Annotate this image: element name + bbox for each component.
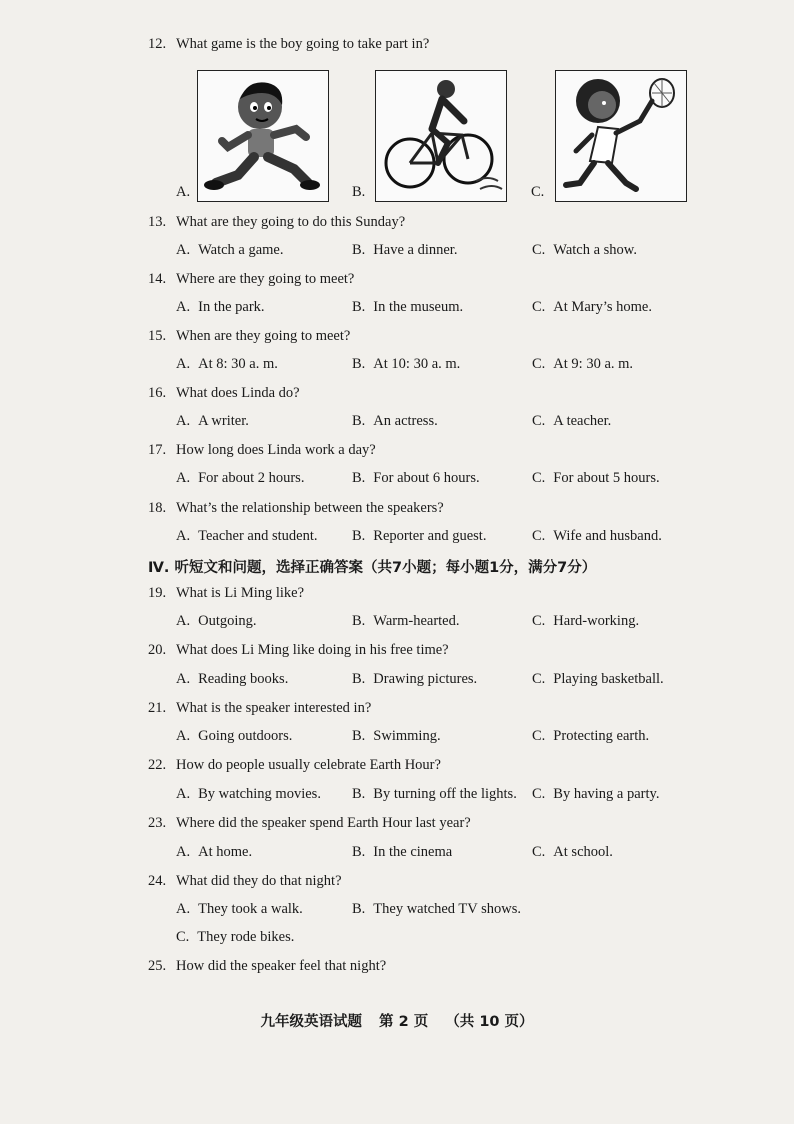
question-20-option-c[interactable]: C. Playing basketball.: [532, 671, 664, 687]
question-16-option-c[interactable]: C. A teacher.: [532, 413, 612, 429]
question-19-option-c[interactable]: C. Hard-working.: [532, 613, 640, 629]
option-label-a: A.: [176, 184, 191, 200]
question-12: [148, 36, 429, 53]
badminton-player-icon: [556, 71, 686, 201]
question-21-option-b[interactable]: B. Swimming.: [352, 728, 441, 744]
question-13: 13. What are they going to do this Sunday?: [148, 214, 406, 230]
question-number: 12.: [148, 36, 167, 52]
question-13-option-a[interactable]: A. Watch a game.: [176, 242, 284, 258]
question-14: 14. Where are they going to meet?: [148, 271, 355, 287]
question-20: 20. What does Li Ming like doing in his free time?: [148, 642, 449, 658]
question-17-option-b[interactable]: B. For about 6 hours.: [352, 470, 480, 486]
question-16-option-a[interactable]: A. A writer.: [176, 413, 249, 429]
question-22-option-c[interactable]: C. By having a party.: [532, 786, 660, 802]
question-23-option-b[interactable]: B. In the cinema: [352, 844, 453, 860]
question-22-option-a[interactable]: A. By watching movies.: [176, 786, 321, 802]
question-24-option-a[interactable]: A. They took a walk.: [176, 901, 303, 917]
question-20-option-a[interactable]: A. Reading books.: [176, 671, 289, 687]
footer-page-number: 第 2 页: [379, 1014, 429, 1030]
question-22: 22. How do people usually celebrate Earth Hour?: [148, 757, 441, 773]
question-14-option-b[interactable]: B. In the museum.: [352, 299, 464, 315]
question-15: 15. When are they going to meet?: [148, 328, 351, 344]
question-15-option-b[interactable]: B. At 10: 30 a. m.: [352, 356, 461, 372]
question-18-option-c[interactable]: C. Wife and husband.: [532, 528, 662, 544]
question-17-option-c[interactable]: C. For about 5 hours.: [532, 470, 660, 486]
cyclist-icon: [376, 71, 506, 201]
option-b-picture: [375, 70, 507, 202]
question-21-option-a[interactable]: A. Going outdoors.: [176, 728, 293, 744]
option-c-picture: [555, 70, 687, 202]
question-16: 16. What does Linda do?: [148, 385, 300, 401]
question-17-option-a[interactable]: A. For about 2 hours.: [176, 470, 305, 486]
question-13-option-c[interactable]: C. Watch a show.: [532, 242, 637, 258]
question-18-option-a[interactable]: A. Teacher and student.: [176, 528, 318, 544]
question-14-option-a[interactable]: A. In the park.: [176, 299, 265, 315]
question-19-option-a[interactable]: A. Outgoing.: [176, 613, 257, 629]
question-23: 23. Where did the speaker spend Earth Hour last year?: [148, 815, 471, 831]
question-23-option-a[interactable]: A. At home.: [176, 844, 253, 860]
question-17: 17. How long does Linda work a day?: [148, 442, 376, 458]
question-21-option-c[interactable]: C. Protecting earth.: [532, 728, 650, 744]
question-13-option-b[interactable]: B. Have a dinner.: [352, 242, 458, 258]
running-boy-icon: [198, 71, 328, 201]
question-22-option-b[interactable]: B. By turning off the lights.: [352, 786, 517, 802]
option-label-b: B.: [352, 184, 366, 200]
question-23-option-c[interactable]: C. At school.: [532, 844, 613, 860]
question-24-option-b[interactable]: B. They watched TV shows.: [352, 901, 521, 917]
question-19-option-b[interactable]: B. Warm-hearted.: [352, 613, 460, 629]
question-25: 25. How did the speaker feel that night?: [148, 958, 387, 974]
footer-title: 九年级英语试题: [260, 1014, 362, 1030]
question-24: 24. What did they do that night?: [148, 873, 342, 889]
page-footer: [0, 1010, 794, 1031]
option-label-c: C.: [531, 184, 545, 200]
section-iv-heading: Ⅳ. 听短文和问题，选择正确答案（共7小题；每小题1分，满分7分）: [148, 560, 597, 576]
option-a-picture: [197, 70, 329, 202]
question-20-option-b[interactable]: B. Drawing pictures.: [352, 671, 478, 687]
question-15-option-c[interactable]: C. At 9: 30 a. m.: [532, 356, 634, 372]
question-21: 21. What is the speaker interested in?: [148, 700, 372, 716]
question-24-option-c[interactable]: C. They rode bikes.: [176, 929, 295, 945]
footer-total-pages: （共 10 页）: [445, 1014, 534, 1030]
question-15-option-a[interactable]: A. At 8: 30 a. m.: [176, 356, 278, 372]
question-text: What game is the boy going to take part in?: [176, 36, 430, 52]
question-16-option-b[interactable]: B. An actress.: [352, 413, 438, 429]
question-18: 18. What’s the relationship between the speakers?: [148, 500, 444, 516]
question-19: 19. What is Li Ming like?: [148, 585, 305, 601]
question-14-option-c[interactable]: C. At Mary’s home.: [532, 299, 652, 315]
question-18-option-b[interactable]: B. Reporter and guest.: [352, 528, 487, 544]
